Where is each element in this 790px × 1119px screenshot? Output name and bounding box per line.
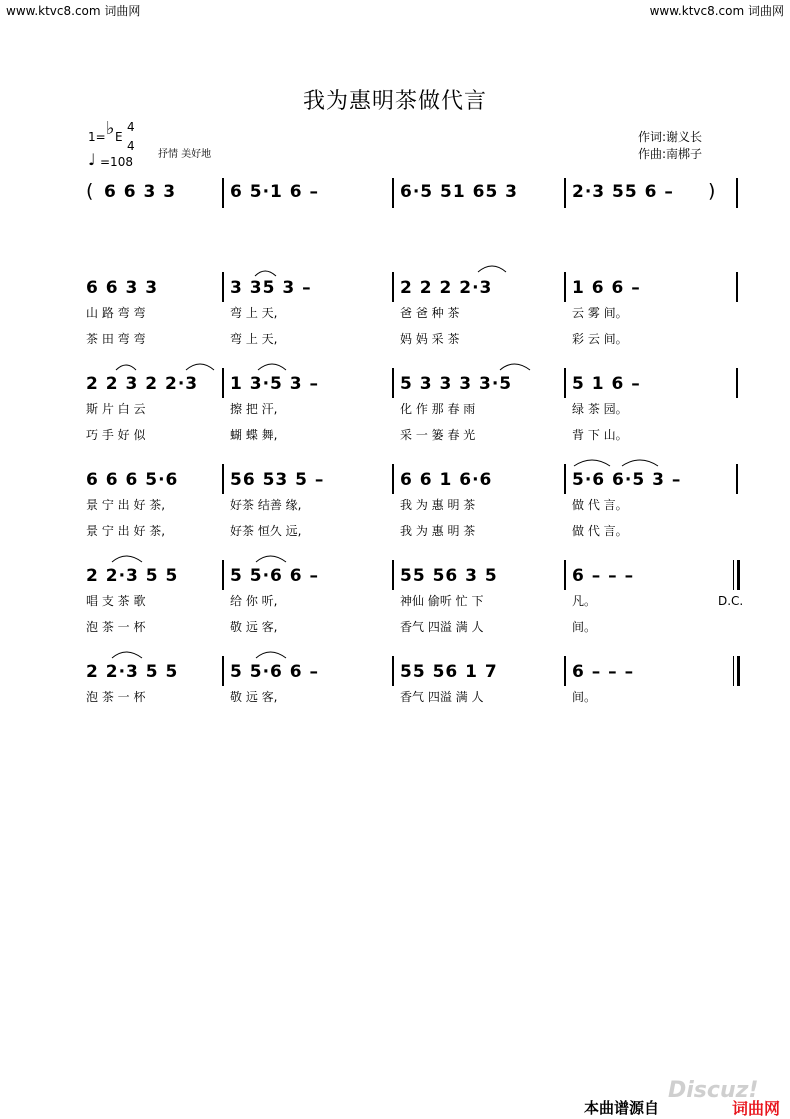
row1-lyric1-m2: 弯 上 天,: [230, 306, 278, 320]
row5-measure-3: 55 56 1 7: [400, 662, 498, 682]
slur-arc: [256, 556, 286, 562]
row1-lyric1-m4: 云 雾 间。: [572, 306, 628, 320]
header-right-site[interactable]: www.ktvc8.com 词曲网: [649, 4, 784, 18]
row5-lyric1-m1: 泡 茶 一 杯: [86, 690, 146, 704]
row4-measure-4: 6 – – –: [572, 566, 635, 586]
row1-lyric1-m3: 爸 爸 种 茶: [400, 306, 460, 320]
intro-measure-2: 6 5·1 6 –: [230, 182, 320, 202]
row1-measure-2: 3 35 3 –: [230, 278, 312, 298]
slur-arc: [116, 365, 136, 370]
row5-measure-1: 2 2·3 5 5: [86, 662, 179, 682]
source-site-link[interactable]: 词曲网: [732, 1099, 781, 1118]
row4-lyric1-m3: 神仙 偷听 忙 下: [400, 594, 484, 608]
composer-credit: 作曲:南梆子: [638, 147, 703, 161]
row1-lyric1-m1: 山 路 弯 弯: [86, 306, 146, 320]
expression-mark: 抒情 美好地: [158, 149, 212, 160]
row3-measure-3: 6 6 1 6·6: [400, 470, 493, 490]
row2-lyric2-m3: 采 一 篓 春 光: [400, 428, 476, 442]
row1-lyric2-m3: 妈 妈 采 茶: [400, 332, 460, 346]
row4-lyric1-m1: 唱 支 茶 歌: [86, 594, 146, 608]
da-capo-mark: D.C.: [718, 594, 744, 608]
row5-lyric1-m2: 敬 远 客,: [230, 690, 278, 704]
row1-lyric2-m2: 弯 上 天,: [230, 332, 278, 346]
flat-icon: ♭: [106, 118, 115, 139]
slur-arc: [255, 271, 276, 276]
song-title: 我为惠明茶做代言: [302, 89, 487, 114]
slur-arc: [574, 460, 610, 466]
row1-lyric2-m1: 茶 田 弯 弯: [86, 332, 146, 346]
row3-measure-4: 5·6 6·5 3 –: [572, 470, 682, 490]
row2-lyric1-m3: 化 作 那 春 雨: [400, 402, 476, 416]
row2-measure-2: 1 3·5 3 –: [230, 374, 320, 394]
intro-open-paren: (: [86, 180, 95, 202]
row4-lyric2-m3: 香气 四溢 满 人: [400, 620, 484, 634]
row3-measure-2: 56 53 5 –: [230, 470, 325, 490]
slur-arc: [478, 266, 506, 272]
slur-arc: [258, 364, 286, 370]
row2-lyric1-m1: 斯 片 白 云: [86, 402, 146, 416]
slur-arc: [186, 364, 214, 370]
slur-arc: [112, 652, 142, 658]
row2-lyric1-m4: 绿 茶 园。: [572, 402, 628, 416]
row5-measure-4: 6 – – –: [572, 662, 635, 682]
row4-measure-2: 5 5·6 6 –: [230, 566, 320, 586]
row1-measure-1: 6 6 3 3: [86, 278, 159, 298]
time-signature-top: 4: [127, 120, 135, 134]
key-note: E: [115, 130, 123, 144]
row3-lyric2-m1: 景 宁 出 好 茶,: [86, 524, 166, 538]
row3-lyric1-m3: 我 为 惠 明 茶: [400, 498, 476, 512]
row5-lyric1-m4: 间。: [572, 690, 597, 704]
row3-lyric1-m2: 好茶 结善 缘,: [230, 498, 302, 512]
row2-measure-3: 5 3 3 3 3·5: [400, 374, 513, 394]
row3-lyric2-m4: 做 代 言。: [572, 524, 628, 538]
row5-measure-2: 5 5·6 6 –: [230, 662, 320, 682]
row4-lyric2-m1: 泡 茶 一 杯: [86, 620, 146, 634]
slur-arc: [256, 652, 286, 658]
intro-measure-4: 2·3 55 6 –: [572, 182, 674, 202]
row4-measure-1: 2 2·3 5 5: [86, 566, 179, 586]
tempo: =108: [100, 155, 133, 169]
intro-measure-1: 6 6 3 3: [104, 182, 177, 202]
key-label: 1=: [88, 130, 106, 144]
row4-measure-3: 55 56 3 5: [400, 566, 498, 586]
row1-measure-4: 1 6 6 –: [572, 278, 641, 298]
slur-arc: [622, 460, 658, 466]
row4-lyric1-m2: 给 你 听,: [230, 594, 278, 608]
row2-lyric2-m1: 巧 手 好 似: [86, 428, 146, 442]
source-label: 本曲谱源自: [584, 1099, 660, 1117]
slur-arc: [500, 364, 530, 370]
lyricist-credit: 作词:谢义长: [638, 130, 703, 144]
row2-measure-4: 5 1 6 –: [572, 374, 641, 394]
row4-lyric2-m4: 间。: [572, 620, 597, 634]
row1-measure-3: 2 2 2 2·3: [400, 278, 493, 298]
intro-close-paren: ): [708, 180, 717, 202]
row5-lyric1-m3: 香气 四溢 满 人: [400, 690, 484, 704]
row3-measure-1: 6 6 6 5·6: [86, 470, 179, 490]
quarter-note-icon: ♩: [88, 150, 96, 169]
row4-lyric2-m2: 敬 远 客,: [230, 620, 278, 634]
row3-lyric2-m3: 我 为 惠 明 茶: [400, 524, 476, 538]
row2-measure-1: 2 2 3 2 2·3: [86, 374, 199, 394]
intro-measure-3: 6·5 51 65 3: [400, 182, 519, 202]
row3-lyric1-m1: 景 宁 出 好 茶,: [86, 498, 166, 512]
row3-lyric2-m2: 好茶 恒久 远,: [230, 524, 302, 538]
row2-lyric1-m2: 擦 把 汗,: [230, 402, 278, 416]
slur-arc: [112, 556, 142, 562]
header-left-site[interactable]: www.ktvc8.com 词曲网: [6, 4, 141, 18]
watermark-logo: Discuz!: [668, 1078, 759, 1103]
row3-lyric1-m4: 做 代 言。: [572, 498, 628, 512]
row2-lyric2-m2: 蝴 蝶 舞,: [230, 428, 278, 442]
row1-lyric2-m4: 彩 云 间。: [572, 332, 628, 346]
row4-lyric1-m4: 凡。: [572, 594, 597, 608]
row2-lyric2-m4: 背 下 山。: [572, 428, 628, 442]
time-signature-bottom: 4: [127, 139, 135, 153]
